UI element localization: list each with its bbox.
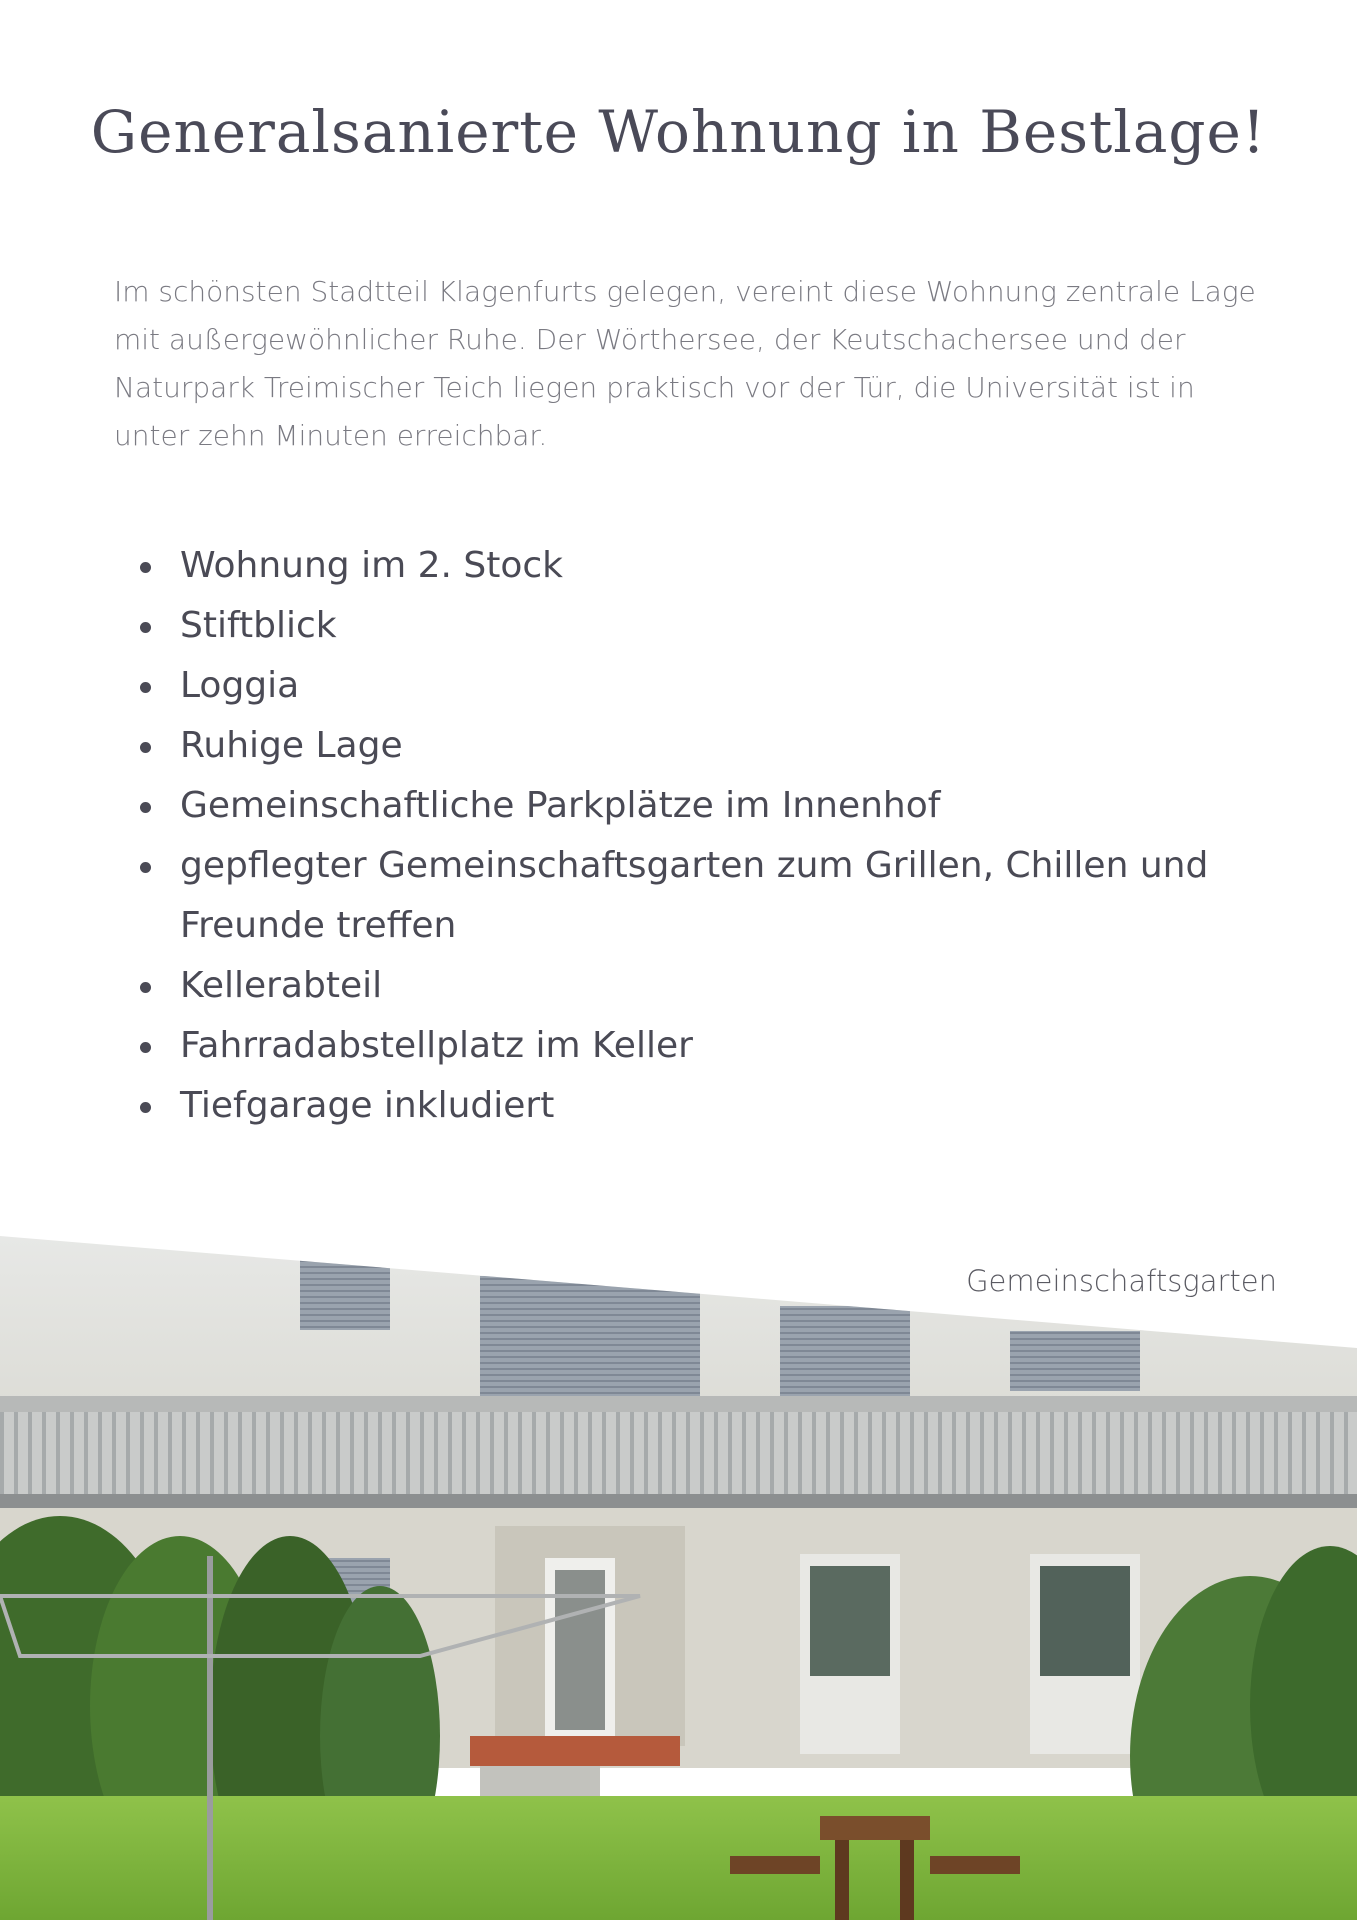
feature-item <box>146 836 1246 956</box>
bullet-icon <box>140 1042 151 1053</box>
intro-paragraph: Im schönsten Stadtteil Klagenfurts gelegen, vereint diese Wohnung zentrale Lage mit außergewöhnlicher Ruhe. Der Wörthersee, der Keutschachersee und der Naturpark Treimischer Teich liegen praktisch vor der Tür, die Universität ist in unter zehn Minuten erreichbar. <box>114 275 1256 452</box>
feature-item <box>146 716 1246 776</box>
feature-text: Gemeinschaftliche Parkplätze im Innenhof <box>180 785 941 826</box>
feature-item <box>146 776 1246 836</box>
feature-item <box>146 656 1246 716</box>
bullet-icon <box>140 862 151 873</box>
bullet-icon <box>140 802 151 813</box>
bullet-icon <box>140 1102 151 1113</box>
feature-text: gepflegter Gemeinschaftsgarten zum Grillen, Chillen und Freunde treffen <box>180 845 1209 946</box>
photo-caption: Gemeinschaftsgarten <box>966 1264 1277 1298</box>
bullet-icon <box>140 622 151 633</box>
feature-list <box>146 536 1246 1136</box>
feature-item <box>146 956 1246 1016</box>
page-title: Generalsanierte Wohnung in Bestlage! <box>90 98 1267 166</box>
feature-text: Ruhige Lage <box>180 725 403 766</box>
feature-text: Kellerabteil <box>180 965 383 1006</box>
bullet-icon <box>140 682 151 693</box>
feature-text: Loggia <box>180 665 300 706</box>
feature-item <box>146 1076 1246 1136</box>
feature-text: Tiefgarage inkludiert <box>180 1085 555 1126</box>
bullet-icon <box>140 982 151 993</box>
feature-text: Wohnung im 2. Stock <box>180 545 564 586</box>
feature-item <box>146 1016 1246 1076</box>
bullet-icon <box>140 562 151 573</box>
bullet-icon <box>140 742 151 753</box>
feature-text: Fahrradabstellplatz im Keller <box>180 1025 693 1066</box>
garden-photo <box>0 1236 1357 1920</box>
feature-text: Stiftblick <box>180 605 337 646</box>
feature-item <box>146 536 1246 596</box>
feature-item <box>146 596 1246 656</box>
